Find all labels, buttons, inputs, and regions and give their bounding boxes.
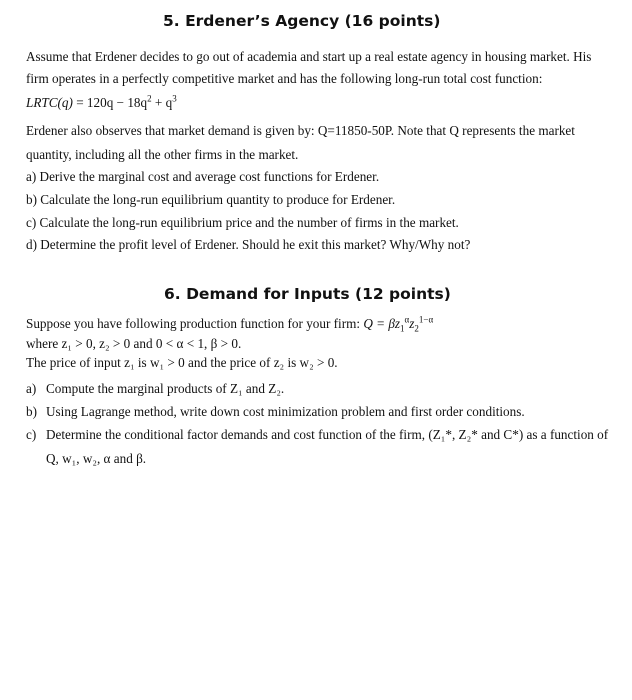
production-function-intro: Suppose you have following production function for your firm: — [26, 316, 364, 331]
production-function-exp-2: 1−α — [418, 314, 434, 325]
section-5-paragraph-1-line-2: firm operates in a perfectly competitive market and has the following long-run total cost function: — [26, 71, 543, 86]
constraints-line: where z₁ > 0, z₂ > 0 and 0 < α < 1, β > 0. — [26, 336, 242, 351]
section-6-item-a-label: a) — [26, 381, 37, 396]
production-function-exp-1: α — [404, 314, 410, 325]
production-function-sub-1: 1 — [400, 323, 405, 334]
prices-line: The price of input z₁ is w₁ > 0 and the price of z₂ is w₂ > 0. — [26, 355, 338, 370]
section-6-heading: 6. Demand for Inputs (12 points) — [164, 285, 451, 303]
section-5-paragraph-2-line-1: Erdener also observes that market demand is given by: Q=11850-50P. Note that Q represents the market — [26, 123, 575, 138]
section-6-item-c — [26, 427, 608, 443]
section-5-heading: 5. Erdener’s Agency (16 points) — [163, 12, 441, 30]
production-function-z2: z — [409, 316, 415, 331]
production-function-sub-2: 2 — [414, 323, 419, 334]
cost-function-equation — [26, 95, 177, 111]
cost-function-exponent-1: 2 — [147, 93, 152, 104]
section-6-item-c-text: Determine the conditional factor demands and cost function of the firm, (Z₁*, Z₂* and C*) as a function of — [46, 427, 609, 442]
cost-function-lhs: LRTC(q) — [26, 95, 73, 110]
section-6-item-a-text: Compute the marginal products of Z₁ and Z₂. — [46, 381, 285, 396]
section-6-item-b-text: Using Lagrange method, write down cost minimization problem and first order conditions. — [46, 404, 525, 419]
section-5-item-d: d) Determine the profit level of Erdener. Should he exit this market? Why/Why not? — [26, 237, 471, 252]
section-5-item-a: a) Derive the marginal cost and average cost functions for Erdener. — [26, 169, 380, 184]
section-5-paragraph-2-line-2: quantity, including all the other firms in the market. — [26, 147, 299, 162]
cost-function-rhs-b: + q — [151, 95, 173, 110]
cost-function-exponent-2: 3 — [172, 93, 177, 104]
section-5-item-b: b) Calculate the long-run equilibrium quantity to produce for Erdener. — [26, 192, 396, 207]
section-6-item-c-continuation: Q, w₁, w₂, α and β. — [46, 451, 147, 466]
production-function-lhs: Q = βz — [363, 316, 401, 331]
section-6-item-b-label: b) — [26, 404, 37, 419]
section-6-item-a — [26, 381, 284, 397]
production-function-line — [26, 316, 433, 332]
section-5-paragraph-1-line-1: Assume that Erdener decides to go out of academia and start up a real estate agency in housing market. His — [26, 49, 592, 64]
cost-function-rhs-a: = 120q − 18q — [72, 95, 148, 110]
section-6-item-b — [26, 404, 525, 420]
section-6-item-c-label: c) — [26, 427, 37, 442]
section-5-item-c: c) Calculate the long-run equilibrium price and the number of firms in the market. — [26, 215, 459, 230]
